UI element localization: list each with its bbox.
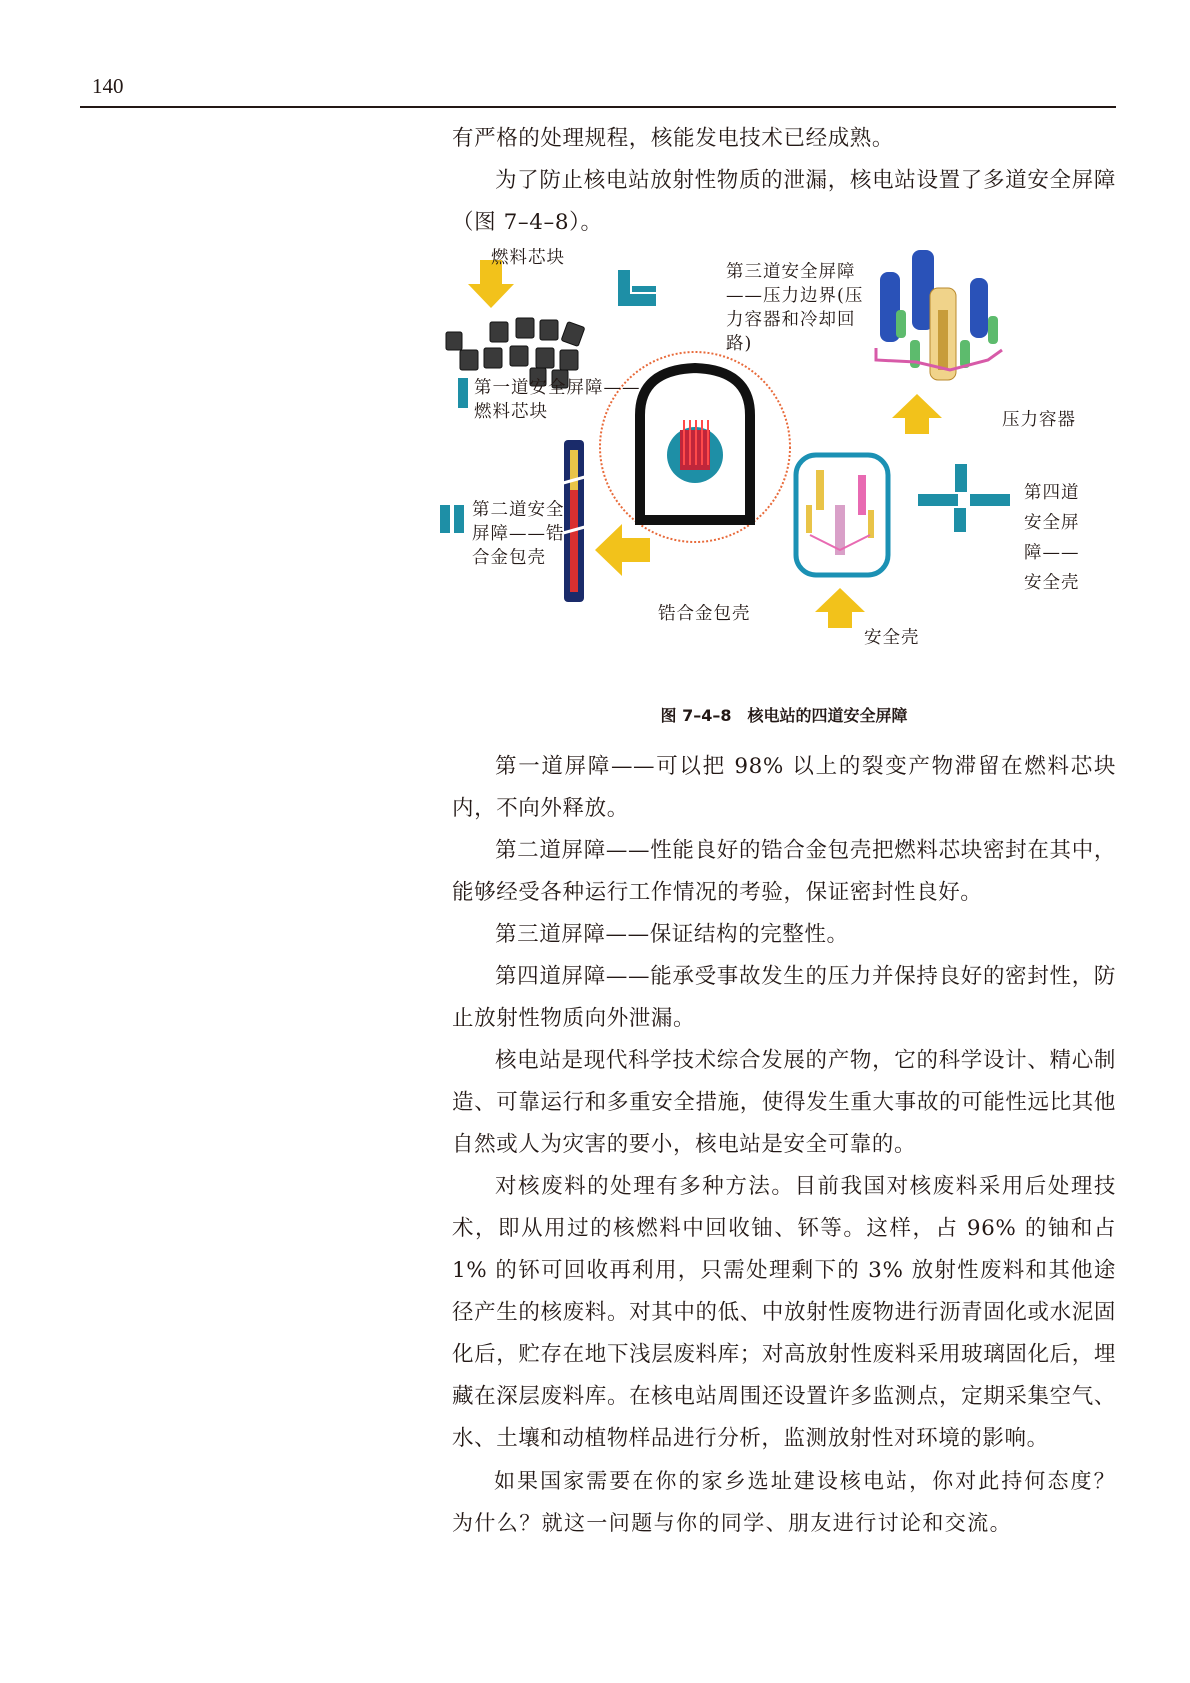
paragraph: 为了防止核电站放射性物质的泄漏，核电站设置了多道安全屏障（图 7–4–8）。 [452, 168, 1116, 235]
label-fuel-pellet: 燃料芯块 [491, 248, 565, 268]
paragraph: 核电站是现代科学技术综合发展的产物，它的科学设计、精心制造、可靠运行和多重安全措施，使得发生重大事故的可能性远比其他自然或人为灾害的要小，核电站是安全可靠的。 [452, 1048, 1116, 1157]
teal-barrier-marker-1-icon [458, 378, 468, 408]
label-zirconium-cladding: 锆合金包壳 [658, 604, 751, 624]
label-barrier-4: 第四道安全屏障——安全壳 [1024, 483, 1080, 593]
paragraph: 第二道屏障——性能良好的锆合金包壳把燃料芯块密封在其中，能够经受各种运行工作情况的考验，保证密封性良好。 [452, 838, 1116, 905]
figure-caption: 图 7–4–8 核电站的四道安全屏障 [660, 706, 908, 725]
label-barrier-2: 第二道安全屏障——锆合金包壳 [472, 500, 565, 568]
header-rule [80, 106, 1116, 108]
containment-building-icon [640, 368, 750, 520]
intro-text [452, 118, 1116, 244]
paragraph: 对核废料的处理有多种方法。目前我国对核废料采用后处理技术，即从用过的核燃料中回收铀、钚等。这样，占 96% 的铀和占 1% 的钚可回收再利用，只需处理剩下的 3% 放射性废料和其他途径产生的核废料。对其中的低、中放射性废物进行沥青固化或水泥固化后，贮存在地下浅层废料库；对高放射性废料采用玻璃固化后，埋藏在深层废料库。在核电站周围还设置许多监测点，定期采集空气、水、土壤和动植物样品进行分析，监测放射性对环境的影响。 [452, 1174, 1116, 1451]
page-number: 140 [92, 74, 124, 98]
label-barrier-1: 第一道安全屏障——燃料芯块 [474, 378, 641, 422]
paragraph: 第一道屏障——可以把 98% 以上的裂变产物滞留在燃料芯块内，不向外释放。 [452, 754, 1116, 821]
label-containment: 安全壳 [864, 628, 920, 648]
paragraph: 有严格的处理规程，核能发电技术已经成熟。 [452, 126, 895, 151]
label-pressure-vessel: 压力容器 [1002, 410, 1076, 430]
label-barrier-3: 第三道安全屏障——压力边界(压力容器和冷却回路) [726, 262, 864, 354]
discussion-prompt: 如果国家需要在你的家乡选址建设核电站，你对此持何态度？为什么？就这一问题与你的同学、朋友进行讨论和交流。 [452, 1469, 1116, 1535]
safety-barriers-figure [440, 250, 1120, 695]
paragraph: 第三道屏障——保证结构的完整性。 [495, 922, 849, 947]
paragraph: 第四道屏障——能承受事故发生的压力并保持良好的密封性，防止放射性物质向外泄漏。 [452, 964, 1116, 1031]
containment-frame-icon [796, 455, 888, 575]
body-text [452, 746, 1116, 1544]
